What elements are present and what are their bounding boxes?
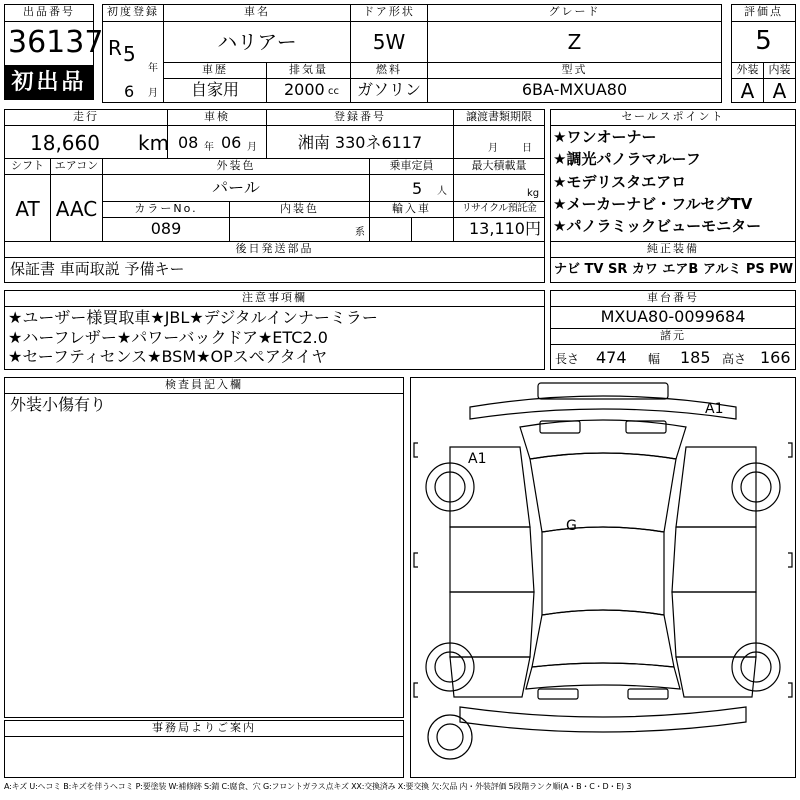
- office-label: 事務局よりご案内: [4, 720, 404, 737]
- grade: Z: [567, 30, 582, 54]
- transfer-deadline-label: 譲渡書類期限: [453, 109, 545, 126]
- inspection-year-unit: 年: [204, 142, 214, 153]
- height-label: 高さ: [722, 352, 747, 366]
- length-label: 長さ: [555, 352, 580, 366]
- later-parts-label: 後日発送部品: [4, 241, 545, 258]
- mileage-label: 走行: [4, 109, 168, 126]
- damage-mark-a1-left: A1: [468, 451, 487, 467]
- height: 166: [760, 348, 791, 367]
- fuel: ガソリン: [356, 80, 421, 99]
- recycle-label: リサイクル預託金: [453, 201, 545, 218]
- lot-number-label: 出品番号: [4, 4, 94, 22]
- later-parts: 保証書 車両取説 予備キー: [10, 260, 185, 278]
- score: 5: [755, 26, 772, 56]
- displacement: 2000: [284, 80, 325, 99]
- ac: AAC: [55, 197, 98, 221]
- history-label: 車歴: [163, 62, 267, 79]
- length: 474: [596, 348, 627, 367]
- dimensions-label: 諸元: [550, 328, 796, 345]
- displacement-unit: cc: [328, 86, 339, 97]
- interior-grade: A: [772, 79, 787, 103]
- door-type: 5W: [372, 30, 406, 54]
- capacity: 5: [412, 179, 423, 198]
- color-no-label: カラーNo.: [102, 201, 230, 218]
- interior-grade-label: 内装: [763, 62, 796, 79]
- fuel-label: 燃料: [350, 62, 428, 79]
- exterior-grade-label: 外装: [731, 62, 764, 79]
- model-label: 型式: [427, 62, 722, 79]
- equipment-label: 純正装備: [550, 241, 796, 258]
- import-cell-a: [369, 217, 412, 242]
- inspection-month: 06: [221, 133, 242, 152]
- plate-label: 登録番号: [266, 109, 454, 126]
- door-type-label: ドア形状: [350, 4, 428, 22]
- note-line-1: ★ユーザー様買取車★JBL★デジタルインナーミラー: [8, 308, 378, 327]
- import-cell-b: [411, 217, 454, 242]
- history: 自家用: [190, 80, 239, 99]
- score-label: 評価点: [731, 4, 796, 22]
- damage-legend: A:キズ U:ヘコミ B:キズを伴うヘコミ P:要塗装 W:補修跡 S:錆 C:腐食、穴 G:フロントガラス点キズ XX:交換済み X:要交換 欠:欠品 内・外装評価 5段階ランク順(A・B・C・D・E) 3: [4, 782, 632, 791]
- inspection-label: 車検: [167, 109, 267, 126]
- exterior-color: パール: [212, 178, 260, 197]
- reg-year: 5: [123, 42, 136, 66]
- first-registration-label: 初度登録: [102, 4, 164, 22]
- note-line-3: ★セーフティセンス★BSM★OPスペアタイヤ: [8, 347, 328, 366]
- damage-mark-g: G: [566, 518, 577, 534]
- transfer-day-unit: 日: [522, 143, 532, 154]
- reg-year-unit: 年: [148, 63, 158, 74]
- chassis-label: 車台番号: [550, 290, 796, 307]
- shift-label: シフト: [4, 158, 51, 175]
- interior-color-label: 内装色: [229, 201, 370, 218]
- damage-mark-a1-front: A1: [705, 401, 724, 417]
- plate: 湘南 330ネ6117: [297, 133, 423, 152]
- selling-points-label: セールスポイント: [550, 109, 796, 126]
- displacement-label: 排気量: [266, 62, 351, 79]
- chassis-number: MXUA80-0099684: [600, 307, 746, 326]
- car-name-label: 車名: [163, 4, 351, 22]
- reg-month-unit: 月: [148, 88, 158, 99]
- office-cell: [4, 736, 404, 778]
- inspection-year: 08: [178, 133, 199, 152]
- inspector-label: 検査員記入欄: [4, 377, 404, 394]
- note-line-2: ★ハーフレザー★パワーバックドア★ETC2.0: [8, 328, 328, 347]
- selling-point-3: ★モデリスタエアロ: [553, 173, 687, 191]
- width: 185: [680, 348, 711, 367]
- model: 6BA-MXUA80: [521, 80, 628, 99]
- car-name: ハリアー: [217, 30, 297, 54]
- first-listing-badge: 初出品: [4, 66, 94, 100]
- transfer-month-unit: 月: [488, 143, 498, 154]
- inspection-month-unit: 月: [247, 142, 257, 153]
- max-load-unit: kg: [527, 188, 540, 199]
- shift: AT: [15, 197, 40, 221]
- capacity-unit: 人: [437, 186, 447, 197]
- ac-label: エアコン: [50, 158, 103, 175]
- exterior-color-label: 外装色: [102, 158, 370, 175]
- color-no: 089: [150, 219, 182, 238]
- era: R: [108, 36, 122, 60]
- recycle-fee: 13,110円: [469, 219, 541, 238]
- reg-month: 6: [124, 82, 135, 101]
- inspector-comment: 外装小傷有り: [10, 395, 107, 414]
- inspector-cell: [4, 393, 404, 718]
- capacity-label: 乗車定員: [369, 158, 454, 175]
- selling-point-5: ★パノラミックビューモニター: [553, 217, 762, 235]
- car-diagram: [410, 377, 796, 778]
- import-label: 輸入車: [369, 201, 454, 218]
- max-load-label: 最大積載量: [453, 158, 545, 175]
- exterior-grade: A: [740, 79, 755, 103]
- lot-number: 36137: [8, 25, 104, 60]
- selling-point-2: ★調光パノラマルーフ: [553, 150, 701, 168]
- interior-color-unit: 系: [355, 227, 365, 238]
- notes-label: 注意事項欄: [4, 290, 545, 307]
- mileage-unit: km: [138, 131, 170, 155]
- width-label: 幅: [648, 352, 661, 366]
- selling-point-4: ★メーカーナビ・フルセグTV: [553, 195, 753, 213]
- mileage: 18,660: [30, 131, 100, 155]
- interior-color-cell: [229, 217, 370, 242]
- selling-point-1: ★ワンオーナー: [553, 128, 657, 146]
- grade-label: グレード: [427, 4, 722, 22]
- equipment: ナビ TV SR カワ エアB アルミ PS PW: [554, 262, 794, 277]
